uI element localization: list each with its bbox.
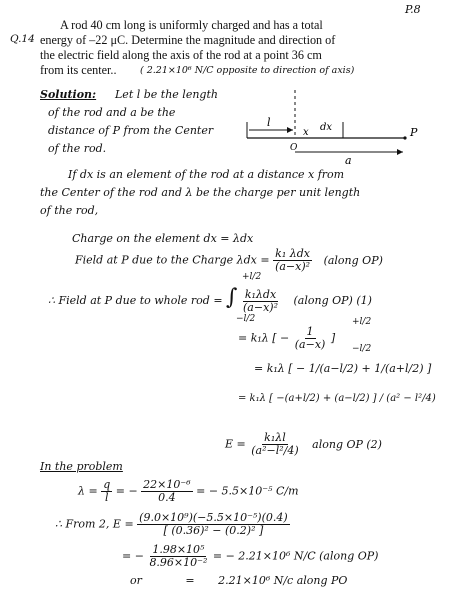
- final-calc: [122, 544, 378, 569]
- final-calc-rhs: = − 2.21×10⁶ N/C (along OP): [212, 549, 379, 563]
- problem-line-2: energy of –22 μC. Determine the magnitude and direction of: [40, 33, 336, 47]
- integral-lower: −l/2: [236, 314, 256, 324]
- label-o: O: [290, 143, 298, 153]
- rod-diagram: [245, 90, 435, 170]
- lambda-frac1-den: l: [104, 491, 109, 504]
- problem-line-3: the electric field along the axis of the rod at a point 36 cm: [40, 48, 322, 62]
- field-element: [75, 248, 383, 273]
- step-1-num: 1: [306, 325, 314, 338]
- field-element-den: (a−x)²: [275, 260, 311, 273]
- problem-line-4: from its center..: [40, 63, 117, 77]
- problem-line-1: A rod 40 cm long is uniformly charged and has a total: [60, 18, 323, 32]
- charge-line: Charge on the element dx = λdx: [72, 232, 254, 245]
- step-1-lower: −l/2: [352, 344, 372, 354]
- lambda-frac2-den: 0.4: [158, 491, 176, 504]
- integral-sign: ∫: [226, 285, 238, 310]
- final-calc-num: 1.98×10⁵: [152, 543, 205, 556]
- final-calc-den: 8.96×10⁻²: [149, 556, 208, 569]
- lambda-rhs: = − 5.5×10⁻⁵ C/m: [196, 484, 299, 498]
- page-number: P.8: [405, 3, 421, 16]
- element-line-1: If dx is an element of the rod at a distance x from: [68, 168, 345, 181]
- lambda-frac1-num: q: [103, 478, 111, 491]
- or-eq: =: [185, 574, 195, 587]
- field-whole-note: (along OP) (1): [293, 294, 372, 307]
- lambda-lhs: λ =: [78, 484, 98, 498]
- field-whole-lhs: ∴ Field at P due to whole rod =: [48, 294, 223, 307]
- from-2-den: [ (0.36)² − (0.2)² ]: [163, 524, 264, 537]
- solution-intro-3: distance of P from the Center: [48, 124, 214, 137]
- step-1-upper: +l/2: [352, 317, 372, 327]
- answer-note: ( 2.21×10⁶ N/C opposite to direction of axis): [140, 65, 355, 76]
- or-value: 2.21×10⁶ N/c along PO: [218, 574, 348, 587]
- from-2-num: (9.0×10⁹)(−5.5×10⁻⁵)(0.4): [139, 511, 288, 524]
- field-element-lhs: Field at P due to the Charge λdx =: [75, 253, 270, 267]
- from-2: [55, 512, 290, 537]
- lambda-frac2-num: 22×10⁻⁶: [143, 478, 191, 491]
- label-x: x: [303, 127, 309, 138]
- result-e-lhs: E =: [225, 437, 246, 451]
- element-line-2: the Center of the rod and λ be the charge per unit length: [40, 186, 361, 199]
- question-number: Q.14: [10, 33, 35, 45]
- step-3: = k₁λ [ −(a+l/2) + (a−l/2) ] / (a² − l²/4): [238, 393, 436, 404]
- label-dx: dx: [320, 122, 333, 133]
- final-calc-lhs: = −: [122, 549, 144, 563]
- result-e-den: (a²−l²/4): [251, 444, 299, 457]
- field-whole-den: (a−x)²: [243, 300, 278, 314]
- solution-label: Solution:: [40, 88, 97, 101]
- or-line: [130, 574, 347, 587]
- label-a: a: [345, 154, 352, 167]
- field-element-note: (along OP): [323, 253, 383, 267]
- lambda-line: [78, 479, 299, 504]
- or-word: or: [130, 574, 142, 587]
- step-1: [238, 326, 335, 351]
- from-2-lhs: ∴ From 2, E =: [55, 517, 134, 531]
- field-whole-num: k₁λdx: [244, 287, 277, 301]
- label-l: l: [267, 116, 271, 129]
- result-e: [225, 432, 382, 457]
- result-e-num: k₁λl: [264, 431, 286, 444]
- step-2: = k₁λ [ − 1/(a−l/2) + 1/(a+l/2) ]: [254, 362, 432, 375]
- solution-intro-4: of the rod.: [48, 142, 107, 155]
- distance-a-arrowhead: [397, 149, 403, 155]
- step-1-den: (a−x): [294, 338, 326, 351]
- point-p: [403, 136, 406, 139]
- length-arrowhead: [287, 127, 293, 133]
- solution-intro-2: of the rod and a be the: [48, 106, 176, 119]
- result-e-note: along OP (2): [312, 437, 382, 451]
- step-1-rhs: ]: [330, 331, 336, 345]
- field-whole: [48, 285, 372, 314]
- integral-upper: +l/2: [242, 272, 262, 282]
- field-element-num: k₁ λdx: [275, 247, 310, 260]
- label-p: P: [410, 126, 418, 139]
- solution-intro-1: Let l be the length: [115, 88, 218, 101]
- lambda-eq: = −: [115, 484, 138, 498]
- in-problem: In the problem: [40, 460, 123, 473]
- element-line-3: of the rod,: [40, 204, 99, 217]
- step-1-lhs: = k₁λ [ −: [238, 331, 290, 345]
